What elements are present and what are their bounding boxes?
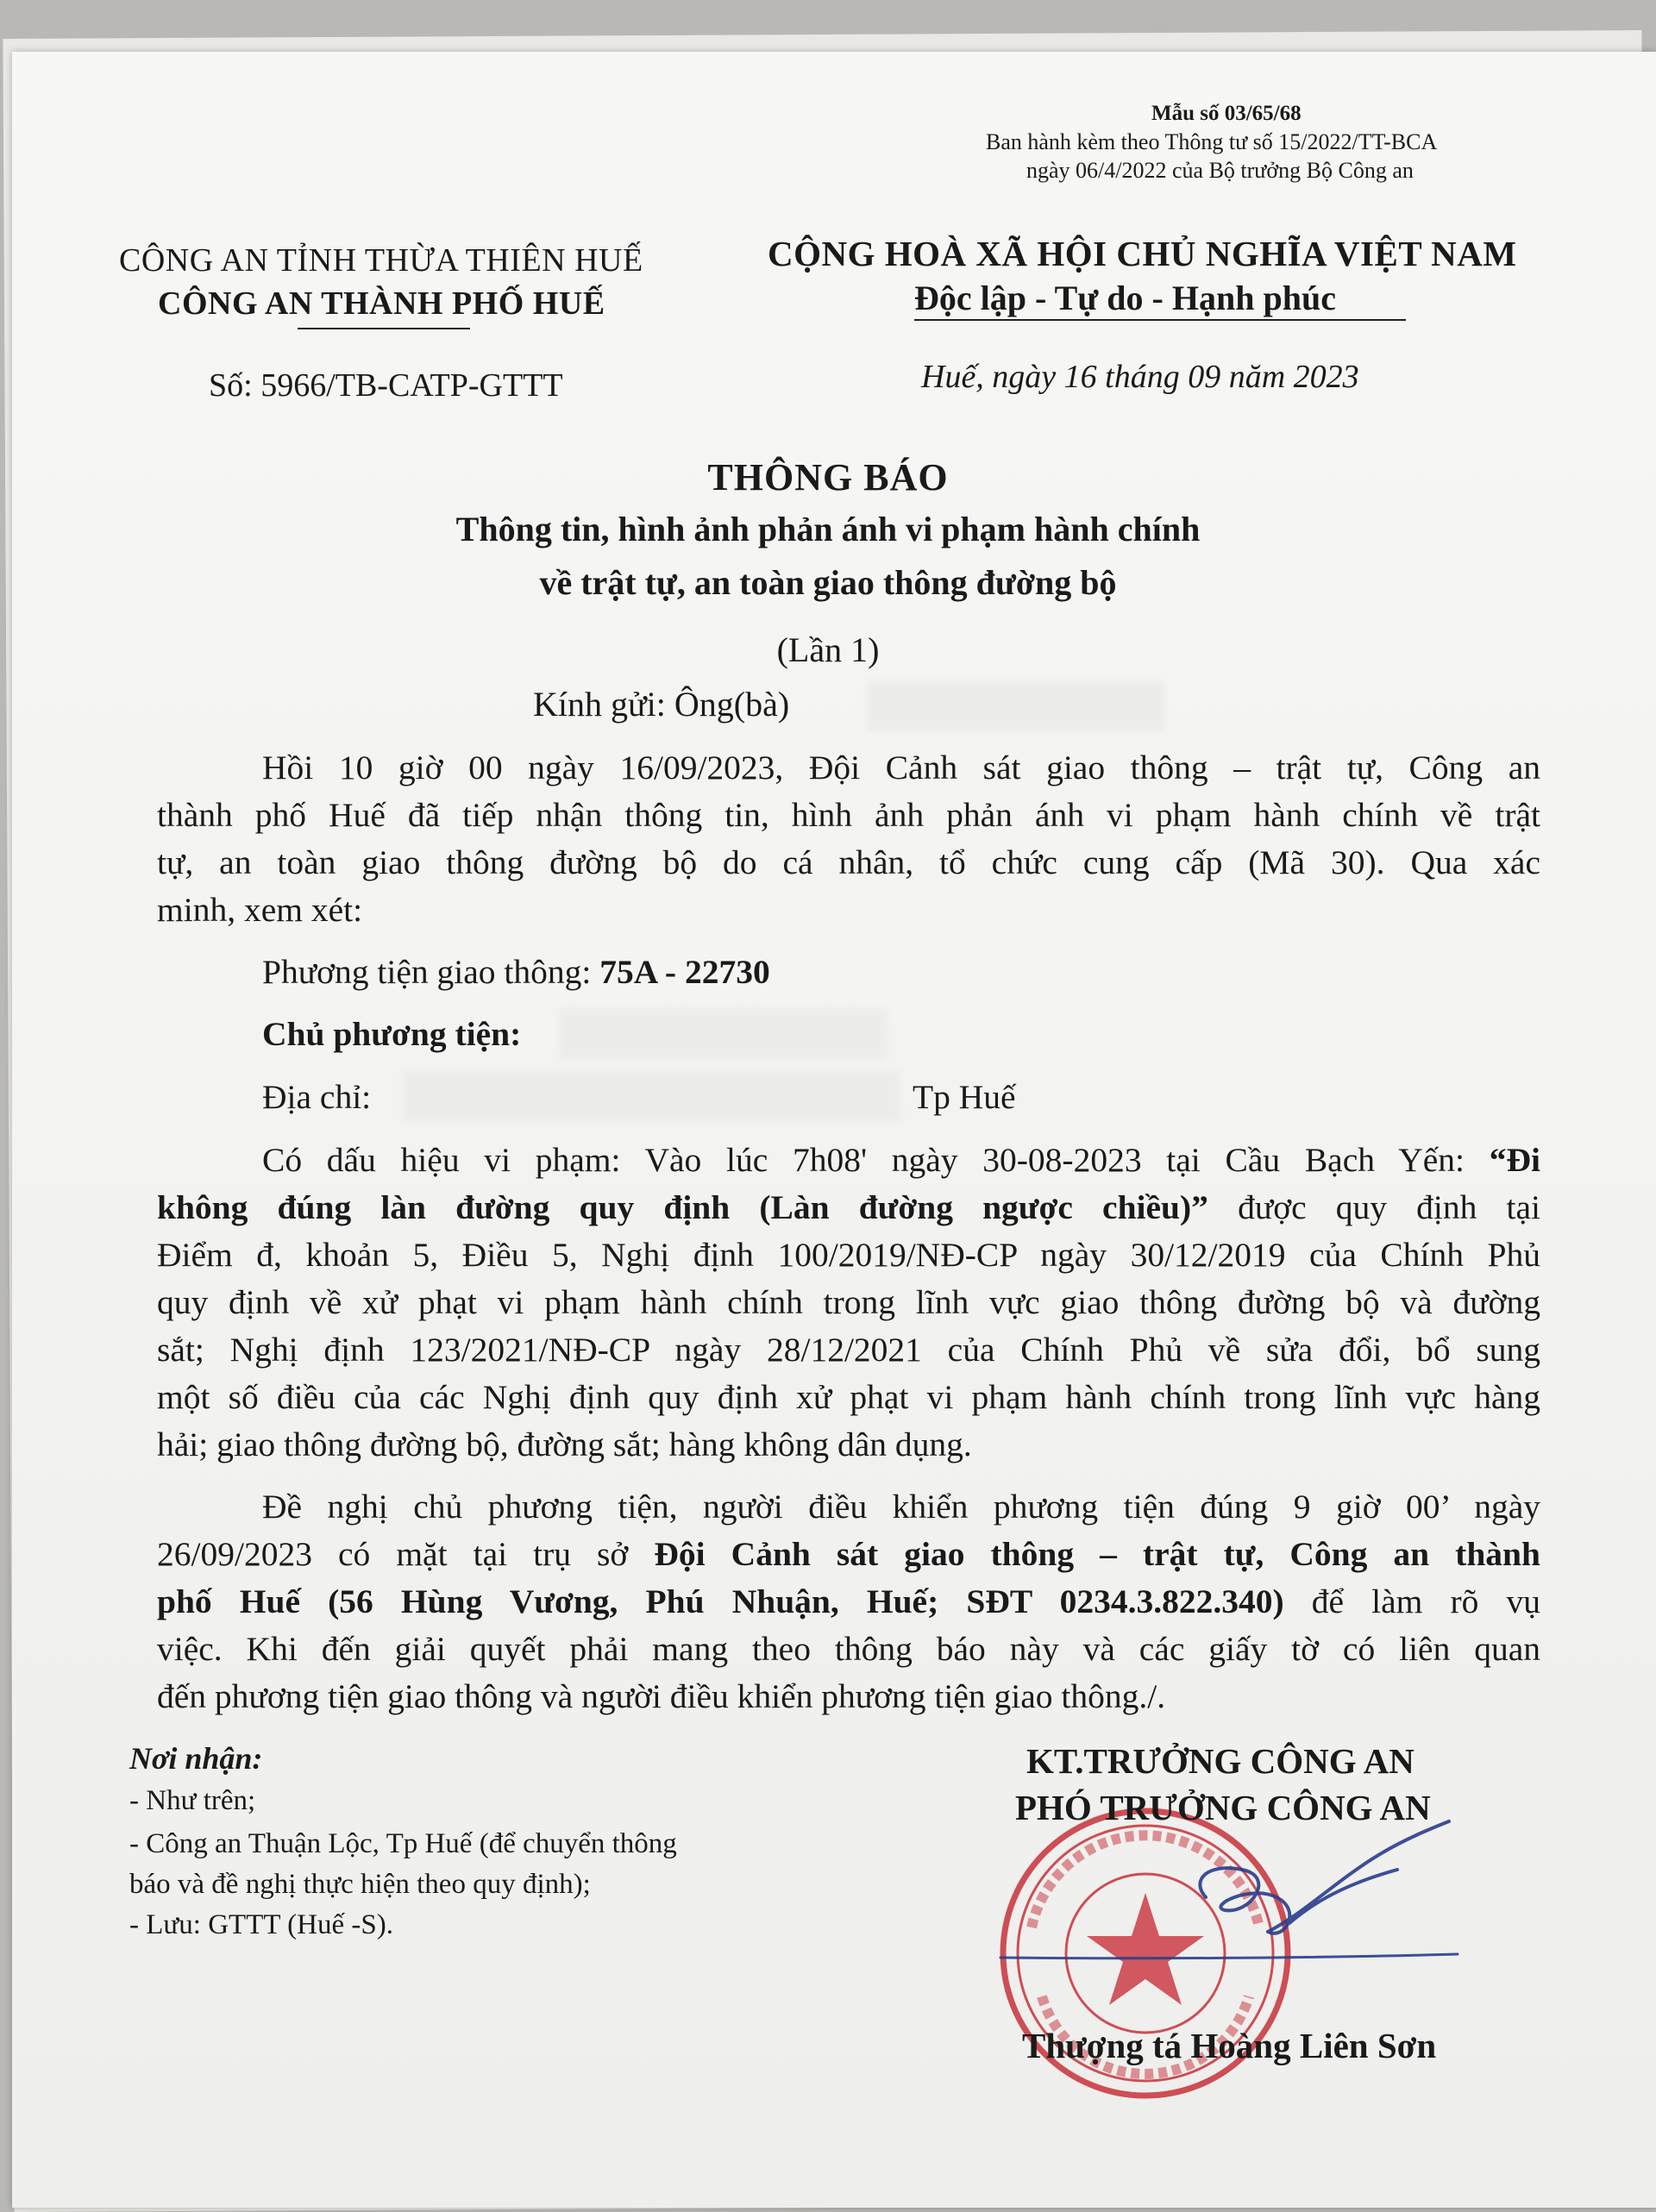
national-title: CỘNG HOÀ XÃ HỘI CHỦ NGHĨA VIỆT NAM [768,234,1517,273]
recipient-3: - Lưu: GTTT (Huế -S). [129,1909,393,1940]
vehicle-plate-row [262,949,1646,996]
signer-name: Thượng tá Hoàng Liên Sơn [1022,2026,1437,2065]
agency-underline [298,328,470,329]
request-office: Đội Cảnh sát giao thông – trật tự, Công an thành [654,1535,1540,1573]
motto-underline [914,319,1406,321]
agency-name: CÔNG AN THÀNH PHỐ HUẾ [158,285,605,322]
violation-line-7: hải; giao thông đường bộ, đường sắt; hàng không dân dụng. [157,1426,972,1463]
national-motto: Độc lập - Tự do - Hạnh phúc [914,279,1336,317]
recipient-2b: báo và đề nghị thực hiện theo quy định); [129,1869,591,1900]
signer-title: PHÓ TRƯỞNG CÔNG AN [1015,1788,1431,1827]
redacted-owner [559,1009,887,1059]
redacted-recipient [867,681,1164,731]
document-subtitle-1: Thông tin, hình ảnh phản ánh vi phạm hành chính [455,510,1201,548]
recipient-1: - Như trên; [129,1785,256,1816]
plate-number: 75A - 22730 [599,953,770,991]
document-title: THÔNG BÁO [707,456,949,498]
para1-line-4: minh, xem xét: [157,891,363,929]
violation-quote-start: “Đi [1489,1141,1540,1179]
place-date: Huế, ngày 16 tháng 09 năm 2023 [921,359,1359,395]
recipient-2a: - Công an Thuận Lộc, Tp Huế (để chuyển thông [129,1828,677,1859]
form-number: Mẫu số 03/65/68 [1151,102,1302,125]
address-label: Địa chỉ: [262,1078,372,1116]
para1-line-1: Hồi 10 giờ 00 ngày 16/09/2023, Đội Cảnh sát giao thông – trật tự, Công an [262,749,1540,786]
violation-line-4: quy định về xử phạt vi phạm hành chính trong lĩnh vực giao thông đường bộ và đường [157,1283,1540,1321]
notice-times: (Lần 1) [776,630,880,669]
para1-line-3: tự, an toàn giao thông đường bộ do cá nhân, tổ chức cung cấp (Mã 30). Qua xác [157,843,1540,881]
request-line-2 [157,1531,1540,1578]
signer-authority: KT.TRƯỞNG CÔNG AN [1026,1741,1414,1781]
violation-line-5: sắt; Nghị định 123/2021/NĐ-CP ngày 28/12/2021 của Chính Phủ về sửa đổi, bổ sung [157,1331,1540,1369]
violation-text: Có dấu hiệu vi phạm: Vào lúc 7h08' ngày 30-08-2023 tại Cầu Bạch Yến: [262,1141,1490,1179]
agency-parent: CÔNG AN TỈNH THỪA THIÊN HUẾ [119,242,643,279]
violation-line-6: một số điều của các Nghị định quy định xử phạt vi phạm hành chính trong lĩnh vực hàng [157,1378,1540,1416]
request-office-address: phố Huế (56 Hùng Vương, Phú Nhuận, Huế; SĐT 0234.3.822.340) [157,1582,1284,1620]
request-text: 26/09/2023 có mặt tại trụ sở [157,1535,655,1573]
form-issued-line-1: Ban hành kèm theo Thông tư số 15/2022/TT-BCA [986,129,1438,154]
owner-label: Chủ phương tiện: [262,1015,522,1053]
plate-label: Phương tiện giao thông: [262,953,600,991]
greeting: Kính gửi: Ông(bà) [533,685,790,724]
para1-line-2: thành phố Huế đã tiếp nhận thông tin, hình ảnh phản ánh vi phạm hành chính về trật [157,796,1540,834]
violation-line-1 [157,1137,1540,1184]
request-line-1: Đề nghị chủ phương tiện, người điều khiển phương tiện đúng 9 giờ 00’ ngày [262,1488,1540,1526]
redacted-address [404,1071,900,1121]
document-subtitle-2: về trật tự, an toàn giao thông đường bộ [539,563,1117,602]
violation-offense: không đúng làn đường quy định (Làn đường ngược chiều)” [157,1188,1208,1226]
request-line-5: đến phương tiện giao thông và người điều khiển phương tiện giao thông./. [157,1677,1166,1715]
request-line-4: việc. Khi đến giải quyết phải mang theo thông báo này và các giấy tờ có liên quan [157,1630,1540,1668]
handwritten-signature [992,1802,1475,2009]
violation-line-3: Điểm đ, khoản 5, Điều 5, Nghị định 100/2019/NĐ-CP ngày 30/12/2019 của Chính Phủ [157,1236,1540,1274]
recipients-heading: Nơi nhận: [129,1741,263,1776]
violation-line-2 [157,1184,1540,1231]
violation-text-cont: được quy định tại [1208,1188,1540,1226]
form-issued-line-2: ngày 06/4/2022 của Bộ trưởng Bộ Công an [1026,158,1414,183]
document-number: Số: 5966/TB-CATP-GTTT [209,367,563,404]
request-text-cont: để làm rõ vụ [1283,1582,1540,1620]
address-city: Tp Huế [913,1078,1016,1116]
request-line-3 [157,1578,1540,1626]
